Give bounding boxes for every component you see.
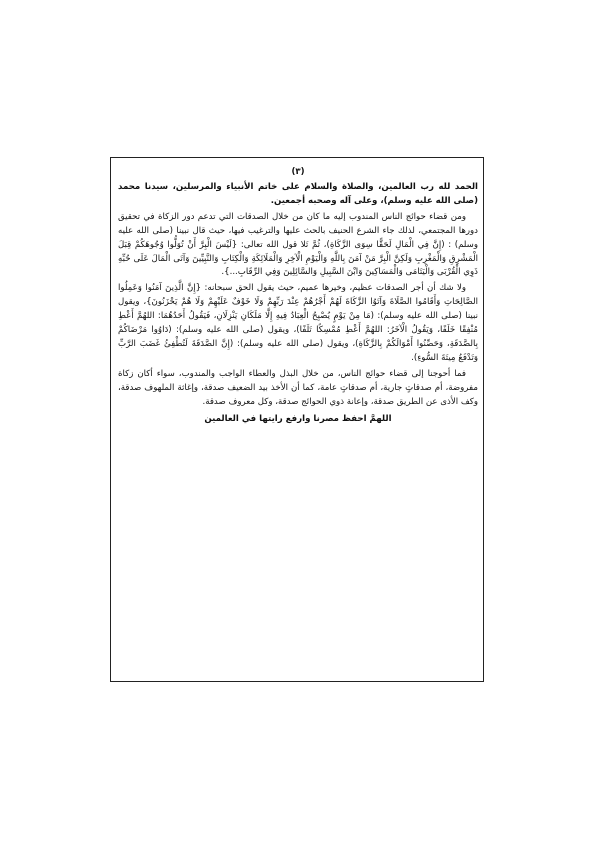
charity-purpose-paragraph: ومن قضاء حوائج الناس المندوب إليه ما كان من خلال الصدقات التي تدعم دور الزكاة في تحقيق دورها المجتمعي، لذلك جاء الشرع الحنيف بالحث عليها والترغيب فيها، حيث قال نبينا (صلى الله عليه وسلم) : (إِنَّ فِي الْمَالِ لَحَقًّا سِوَى الزَّكَاةِ)، ثُمَّ تَلا قول الله تعالى: {لَيْسَ الْبِرَّ أَنْ تُوَلُّوا وُجُوهَكُمْ قِبَلَ الْمَشْرِقِ وَالْمَغْرِبِ وَلَكِنَّ الْبِرَّ مَنْ آمَنَ بِاللَّهِ وَالْيَوْمِ الْآخِرِ وَالْمَلَائِكَةِ وَالْكِتَابِ وَالنَّبِيِّينَ وَآتَى الْمَالَ عَلَى حُبِّهِ ذَوِي الْقُرْبَى وَالْيَتَامَى وَالْمَسَاكِينَ وَابْنَ السَّبِيلِ وَالسَّائِلِينَ وَفِي الرِّقَابِ...}.: [118, 211, 478, 278]
opening-praise-paragraph: الحمد لله رب العالمين، والصلاة والسلام على خاتم الأنبياء والمرسلين، سيدنا محمد (صلى الله عليه وسلم)، وعلى آله وصحبه أجمعين.: [118, 181, 478, 206]
charity-reward-paragraph: ولا شك أن أجر الصدقات عظيم، وخيرها عميم، حيث يقول الحق سبحانه: {إِنَّ الَّذِينَ آمَنُوا وَعَمِلُوا الصَّالِحَاتِ وَأَقَامُوا الصَّلَاةَ وَآتَوُا الزَّكَاةَ لَهُمْ أَجْرُهُمْ عِنْدَ رَبِّهِمْ وَلَا خَوْفٌ عَلَيْهِمْ وَلَا هُمْ يَحْزَنُونَ}، ويقول نبينا (صلى الله عليه وسلم): (مَا مِنْ يَوْمٍ يُصْبِحُ الْعِبَادُ فِيهِ إِلَّا مَلَكَانِ يَنْزِلَانِ، فَيَقُولُ أَحَدُهُمَا: اللهُمَّ أَعْطِ مُنْفِقًا خَلَفًا، وَيَقُولُ الْآخَرُ: اللهُمَّ أَعْطِ مُمْسِكًا تَلَفًا)، ويقول (صلى الله عليه وسلم): (دَاوُوا مَرْضَاكُمْ بِالصَّدَقَةِ، وَحَصِّنُوا أَمْوَالَكُمْ بِالزَّكَاةِ)، ويقول (صلى الله عليه وسلم): (إِنَّ الصَّدَقَةَ لَتُطْفِئُ غَضَبَ الرَّبِّ وَتَدْفَعُ مِيتَةَ السُّوءِ).: [118, 283, 478, 363]
charity-conclusion-paragraph: فما أحوجنا إلى قضاء حوائج الناس، من خلال البذل والعطاء الواجب والمندوب، سواء أكان زكاة مفروضة، أم صدقاتٍ جارية، أم صدقاتٍ عامة، كما أن الأخذ بيد الضعيف صدقة، وإغاثة الملهوف صدقة، وكف الأذى عن الطريق صدقة، وإعانة ذوي الحوائج صدقة، وكل معروف صدقة.: [118, 368, 478, 407]
closing-prayer: اللهمَّ احفظ مصرنا وارفع رايتها في العالمين: [204, 413, 392, 424]
page-number: (٣): [291, 167, 305, 177]
document-body: [118, 166, 478, 427]
